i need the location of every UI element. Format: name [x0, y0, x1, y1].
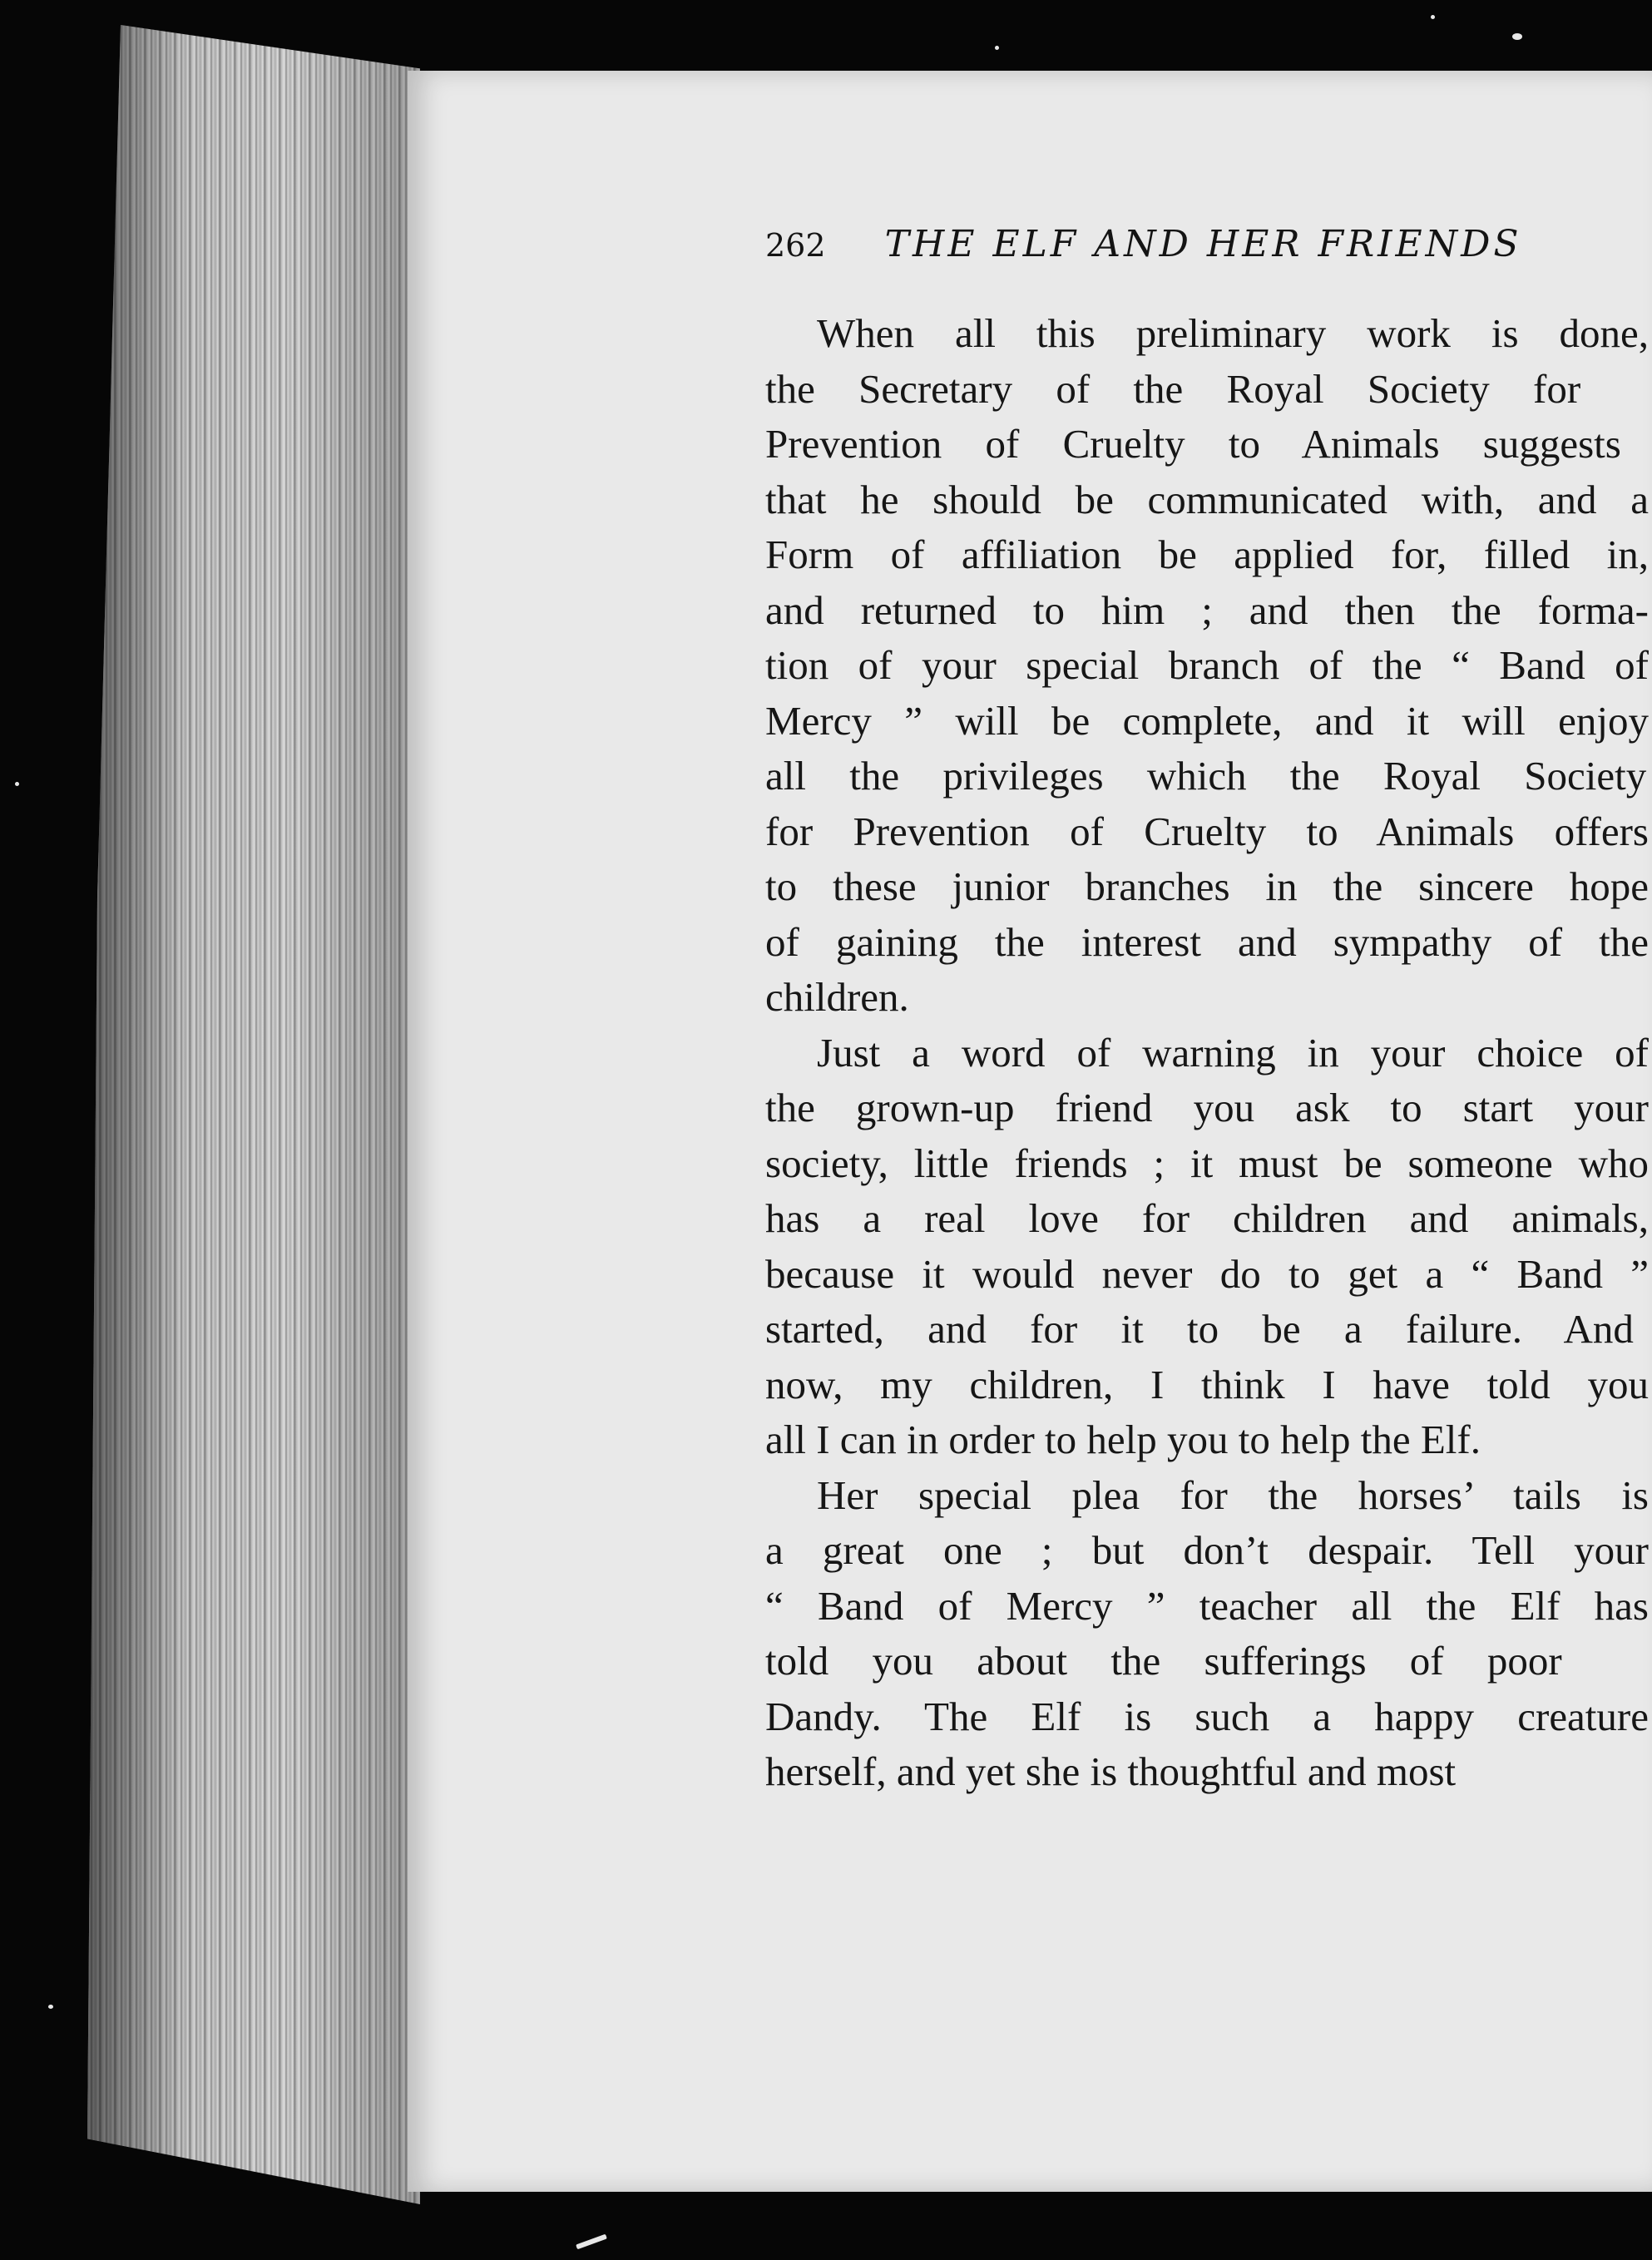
- text-line: herself, and yet she is thoughtful and most: [765, 1748, 1457, 1794]
- text-line: Mercy ” will be complete, and it will enjoy: [765, 697, 1649, 744]
- body-text: [765, 306, 1652, 1800]
- text-line: Form of affiliation be applied for, filled in,: [765, 532, 1649, 577]
- text-line: children.: [765, 974, 909, 1020]
- dust-speck: [576, 2234, 607, 2250]
- text-line: the grown-up friend you ask to start your: [765, 1085, 1649, 1130]
- text-line: to these junior branches in the sincere hope: [765, 863, 1649, 909]
- text-line: Prevention of Cruelty to Animals suggests: [765, 421, 1621, 467]
- text-line: for Prevention of Cruelty to Animals offers: [765, 808, 1649, 854]
- text-line: “ Band of Mercy ” teacher all the Elf has: [765, 1582, 1649, 1629]
- dust-speck: [15, 782, 19, 786]
- running-head: [765, 223, 1522, 265]
- dust-speck: [48, 2005, 53, 2009]
- text-line: all the privileges which the Royal Society: [765, 753, 1647, 799]
- dust-speck: [1512, 33, 1522, 40]
- text-line: Just a word of warning in your choice of: [817, 1029, 1649, 1076]
- text-line: and returned to him ; and then the forma-: [765, 586, 1649, 633]
- text-line: Her special plea for the horses’ tails is: [817, 1471, 1649, 1518]
- text-line: When all this preliminary work is done,: [817, 310, 1649, 356]
- text-line: has a real love for children and animals,: [765, 1195, 1649, 1241]
- page-number: 262: [765, 227, 826, 264]
- text-line: that he should be communicated with, and a: [765, 476, 1649, 522]
- text-line: all I can in order to help you to help the Elf.: [765, 1417, 1481, 1462]
- running-title: THE ELF AND HER FRIENDS: [884, 223, 1522, 265]
- text-line: society, little friends ; it must be someone who: [765, 1140, 1649, 1186]
- page-edges-shadow: [87, 25, 420, 2204]
- text-line: Dandy. The Elf is such a happy creature: [765, 1693, 1649, 1739]
- text-line: a great one ; but don’t despair. Tell your: [765, 1527, 1649, 1573]
- dust-speck: [995, 46, 999, 50]
- text-line: tion of your special branch of the “ Band of: [765, 642, 1649, 688]
- text-line: because it would never do to get a “ Band ”: [765, 1250, 1649, 1297]
- text-line: told you about the sufferings of poor: [765, 1638, 1562, 1684]
- text-line: started, and for it to be a failure. And: [765, 1306, 1634, 1352]
- text-line: of gaining the interest and sympathy of the: [765, 918, 1649, 965]
- text-line: the Secretary of the Royal Society for: [765, 365, 1581, 412]
- dust-speck: [1431, 15, 1435, 19]
- text-line: now, my children, I think I have told you: [765, 1361, 1649, 1407]
